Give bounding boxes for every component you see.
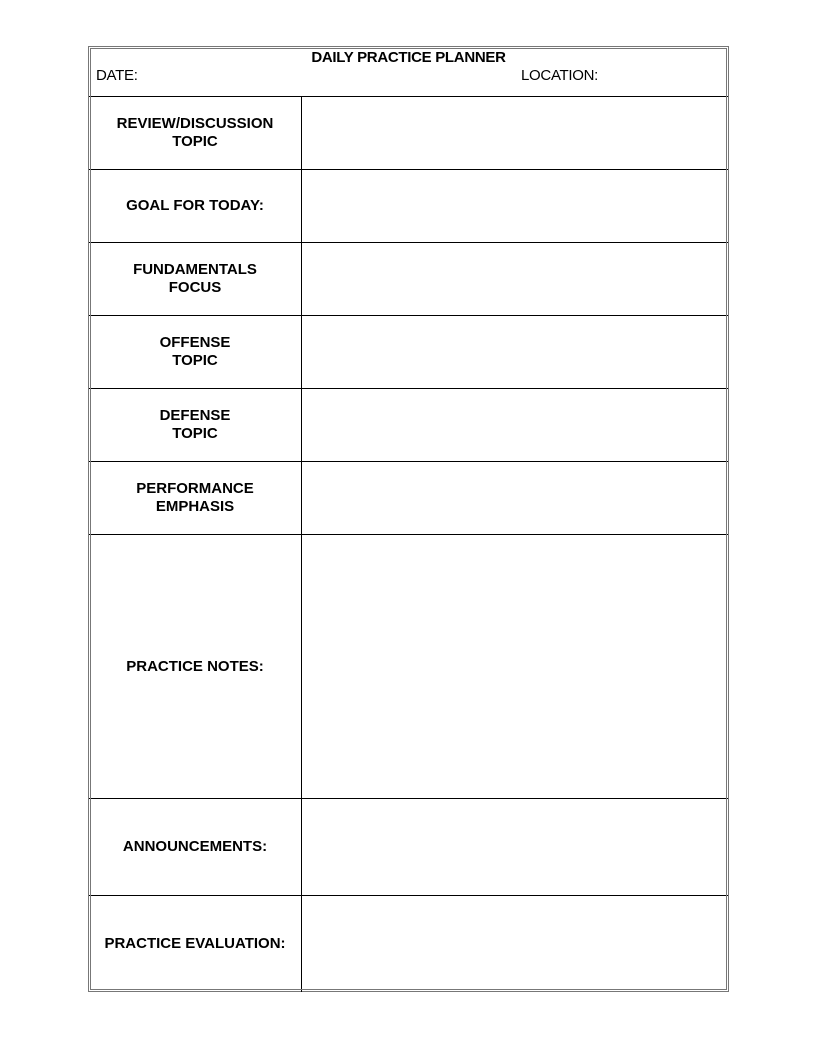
defense-topic-field[interactable] [302, 389, 728, 461]
row-defense-topic [89, 389, 728, 462]
row-label: PRACTICE EVALUATION: [89, 896, 302, 992]
practice-planner-form [88, 46, 729, 992]
row-label: GOAL FOR TODAY: [89, 170, 302, 242]
row-review-discussion-topic [89, 97, 728, 170]
performance-emphasis-field[interactable] [302, 462, 728, 534]
offense-topic-field[interactable] [302, 316, 728, 388]
row-label: PERFORMANCE EMPHASIS [89, 462, 302, 534]
goal-for-today-field[interactable] [302, 170, 728, 242]
planner-rows [89, 97, 728, 992]
review-discussion-topic-field[interactable] [302, 97, 728, 169]
planner-header [89, 47, 728, 97]
row-announcements [89, 799, 728, 896]
row-label: FUNDAMENTALS FOCUS [89, 243, 302, 315]
fundamentals-focus-field[interactable] [302, 243, 728, 315]
row-label: PRACTICE NOTES: [89, 535, 302, 798]
planner-title: DAILY PRACTICE PLANNER [311, 49, 506, 66]
row-label: DEFENSE TOPIC [89, 389, 302, 461]
row-offense-topic [89, 316, 728, 389]
row-practice-evaluation [89, 896, 728, 992]
row-label: OFFENSE TOPIC [89, 316, 302, 388]
row-performance-emphasis [89, 462, 728, 535]
practice-evaluation-field[interactable] [302, 896, 728, 992]
location-label: LOCATION: [521, 67, 599, 84]
practice-notes-field[interactable] [302, 535, 728, 798]
row-fundamentals-focus [89, 243, 728, 316]
row-label: ANNOUNCEMENTS: [89, 799, 302, 895]
row-practice-notes [89, 535, 728, 799]
row-goal-for-today [89, 170, 728, 243]
row-label: REVIEW/DISCUSSION TOPIC [89, 97, 302, 169]
announcements-field[interactable] [302, 799, 728, 895]
date-label: DATE: [96, 67, 138, 84]
